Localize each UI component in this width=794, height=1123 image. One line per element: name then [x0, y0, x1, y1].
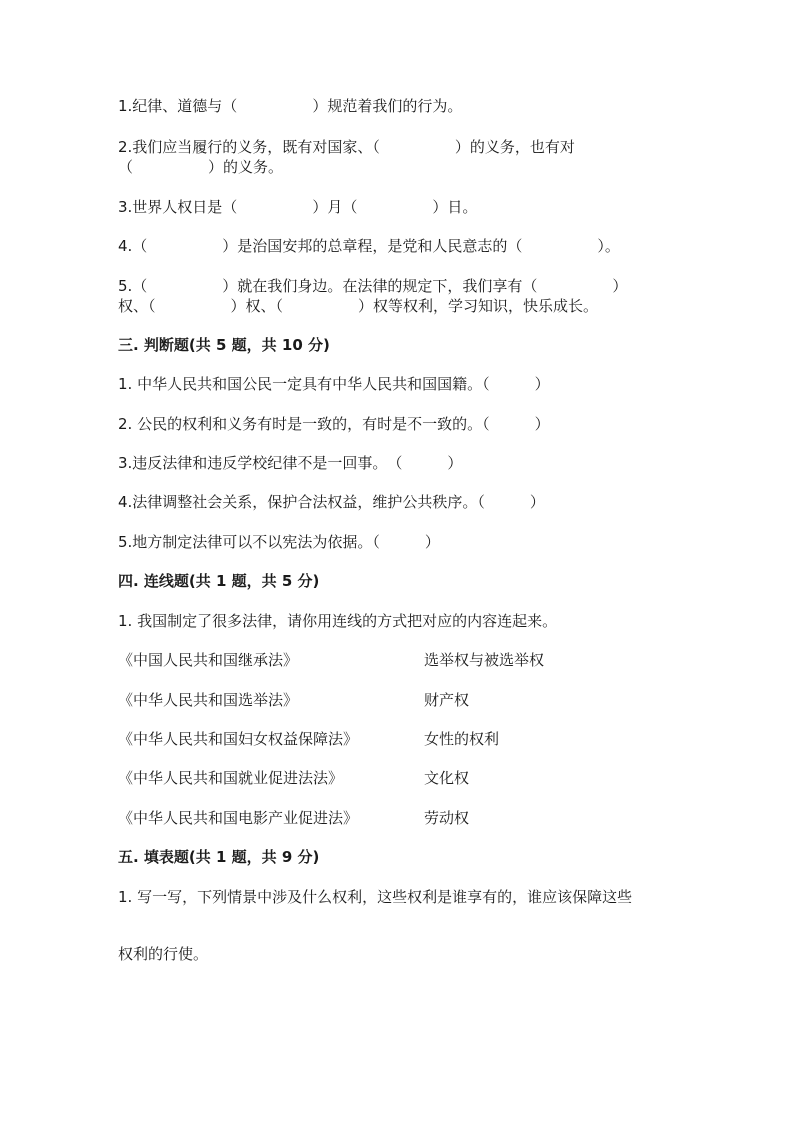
judgment-question-3: 3.违反法律和违反学校纪律不是一回事。 （ ）: [118, 454, 463, 472]
matching-right-item: 财产权: [424, 691, 470, 709]
matching-section-heading: 四. 连线题(共 1 题，共 5 分): [118, 572, 320, 590]
matching-left-item: 《中国人民共和国继承法》: [118, 651, 299, 669]
matching-left-item: 《中华人民共和国妇女权益保障法》: [118, 730, 359, 748]
table-fill-question-1-line-2: 权利的行使。: [118, 945, 209, 963]
matching-right-item: 女性的权利: [424, 730, 500, 748]
judgment-question-5: 5.地方制定法律可以不以宪法为依据。（ ）: [118, 533, 440, 551]
fill-blank-question-5-line-2: 权、（ ）权、（ ）权等权利，学习知识，快乐成长。: [118, 297, 599, 315]
fill-blank-question-2-line-2: （ ）的义务。: [118, 158, 284, 176]
matching-left-item: 《中华人民共和国选举法》: [118, 691, 299, 709]
fill-blank-question-1: 1.纪律、道德与（ ）规范着我们的行为。: [118, 97, 463, 115]
matching-right-item: 选举权与被选举权: [424, 651, 545, 669]
judgment-question-1: 1. 中华人民共和国公民一定具有中华人民共和国国籍。（ ）: [118, 375, 550, 393]
fill-blank-question-3: 3.世界人权日是（ ）月（ ）日。: [118, 198, 478, 216]
table-fill-question-1-line-1: 1. 写一写，下列情景中涉及什么权利，这些权利是谁享有的，谁应该保障这些: [118, 888, 633, 906]
judgment-question-2: 2. 公民的权利和义务有时是一致的，有时是不一致的。（ ）: [118, 415, 550, 433]
fill-blank-question-5-line-1: 5.（ ）就在我们身边。在法律的规定下，我们享有（ ）: [118, 277, 628, 295]
matching-right-item: 劳动权: [424, 809, 470, 827]
fill-blank-question-2-line-1: 2.我们应当履行的义务，既有对国家、（ ）的义务，也有对: [118, 138, 575, 156]
matching-left-item: 《中华人民共和国就业促进法法》: [118, 769, 344, 787]
matching-right-item: 文化权: [424, 769, 470, 787]
fill-blank-question-4: 4.（ ）是治国安邦的总章程，是党和人民意志的（ ）。: [118, 237, 620, 255]
judgment-question-4: 4.法律调整社会关系，保护合法权益，维护公共秩序。（ ）: [118, 493, 545, 511]
matching-prompt: 1. 我国制定了很多法律，请你用连线的方式把对应的内容连起来。: [118, 612, 558, 630]
table-fill-section-heading: 五. 填表题(共 1 题，共 9 分): [118, 848, 320, 866]
matching-left-item: 《中华人民共和国电影产业促进法》: [118, 809, 359, 827]
judgment-section-heading: 三. 判断题(共 5 题，共 10 分): [118, 336, 330, 354]
